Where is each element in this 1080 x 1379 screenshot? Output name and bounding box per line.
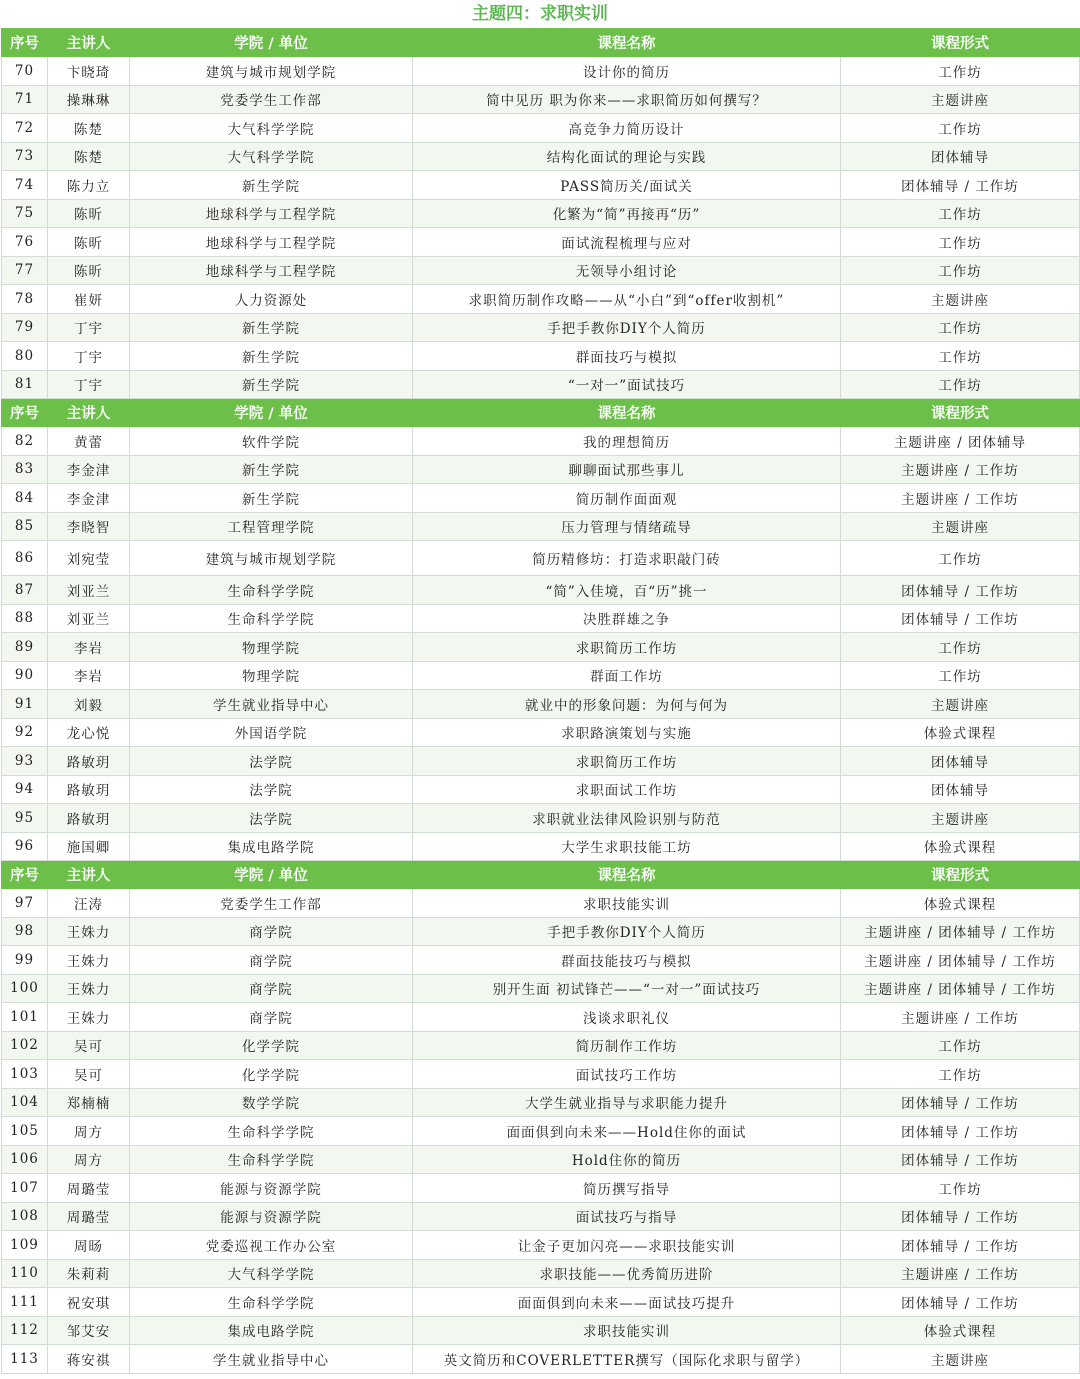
cell-department: 数学学院 bbox=[130, 1088, 413, 1117]
table-row bbox=[2, 576, 1080, 605]
cell-course-format: 主题讲座 / 工作坊 bbox=[841, 1259, 1080, 1288]
cell-course-name: 简历制作工作坊 bbox=[413, 1031, 841, 1060]
cell-lecturer: 陈楚 bbox=[48, 114, 130, 143]
cell-row-number: 91 bbox=[2, 690, 48, 719]
table-row bbox=[2, 114, 1080, 143]
header-department: 学院 / 单位 bbox=[130, 399, 413, 427]
cell-course-name: 求职面试工作坊 bbox=[413, 775, 841, 804]
cell-department: 大气科学学院 bbox=[130, 142, 413, 171]
cell-row-number: 111 bbox=[2, 1288, 48, 1317]
cell-course-format: 主题讲座 / 团体辅导 / 工作坊 bbox=[841, 917, 1080, 946]
cell-course-name: 手把手教你DIY个人简历 bbox=[413, 313, 841, 342]
cell-row-number: 99 bbox=[2, 946, 48, 975]
course-table bbox=[1, 28, 1080, 1374]
cell-lecturer: 周方 bbox=[48, 1117, 130, 1146]
cell-lecturer: 刘亚兰 bbox=[48, 576, 130, 605]
cell-department: 生命科学学院 bbox=[130, 576, 413, 605]
cell-row-number: 97 bbox=[2, 889, 48, 918]
cell-lecturer: 刘宛莹 bbox=[48, 541, 130, 576]
cell-department: 学生就业指导中心 bbox=[130, 1345, 413, 1374]
header-department: 学院 / 单位 bbox=[130, 861, 413, 889]
cell-department: 商学院 bbox=[130, 917, 413, 946]
cell-lecturer: 陈楚 bbox=[48, 142, 130, 171]
cell-course-name: 求职技能实训 bbox=[413, 1316, 841, 1345]
cell-course-format: 团体辅导 bbox=[841, 142, 1080, 171]
cell-row-number: 92 bbox=[2, 718, 48, 747]
cell-row-number: 71 bbox=[2, 85, 48, 114]
cell-row-number: 77 bbox=[2, 256, 48, 285]
table-row bbox=[2, 541, 1080, 576]
cell-course-name: 面面俱到向未来——面试技巧提升 bbox=[413, 1288, 841, 1317]
table-row bbox=[2, 1202, 1080, 1231]
table-row bbox=[2, 1003, 1080, 1032]
cell-course-name: 我的理想简历 bbox=[413, 427, 841, 456]
table-row bbox=[2, 661, 1080, 690]
cell-lecturer: 路敏玥 bbox=[48, 775, 130, 804]
cell-lecturer: 汪涛 bbox=[48, 889, 130, 918]
cell-course-format: 工作坊 bbox=[841, 1174, 1080, 1203]
cell-department: 党委巡视工作办公室 bbox=[130, 1231, 413, 1260]
cell-row-number: 108 bbox=[2, 1202, 48, 1231]
cell-lecturer: 吴可 bbox=[48, 1031, 130, 1060]
cell-course-format: 工作坊 bbox=[841, 1060, 1080, 1089]
cell-course-format: 工作坊 bbox=[841, 661, 1080, 690]
cell-row-number: 94 bbox=[2, 775, 48, 804]
cell-lecturer: 刘亚兰 bbox=[48, 604, 130, 633]
cell-course-format: 工作坊 bbox=[841, 114, 1080, 143]
cell-department: 物理学院 bbox=[130, 661, 413, 690]
table-row bbox=[2, 1031, 1080, 1060]
cell-row-number: 84 bbox=[2, 484, 48, 513]
table-row bbox=[2, 171, 1080, 200]
cell-row-number: 87 bbox=[2, 576, 48, 605]
cell-row-number: 106 bbox=[2, 1145, 48, 1174]
cell-course-format: 主题讲座 bbox=[841, 1345, 1080, 1374]
table-row bbox=[2, 484, 1080, 513]
table-row bbox=[2, 775, 1080, 804]
cell-course-name: 面试技巧工作坊 bbox=[413, 1060, 841, 1089]
cell-row-number: 78 bbox=[2, 285, 48, 314]
cell-course-name: 结构化面试的理论与实践 bbox=[413, 142, 841, 171]
cell-course-name: 英文简历和COVERLETTER撰写（国际化求职与留学） bbox=[413, 1345, 841, 1374]
cell-lecturer: 郑楠楠 bbox=[48, 1088, 130, 1117]
table-row bbox=[2, 256, 1080, 285]
cell-department: 大气科学学院 bbox=[130, 1259, 413, 1288]
cell-course-name: 大学生就业指导与求职能力提升 bbox=[413, 1088, 841, 1117]
cell-course-name: 让金子更加闪亮——求职技能实训 bbox=[413, 1231, 841, 1260]
cell-lecturer: 崔妍 bbox=[48, 285, 130, 314]
cell-lecturer: 周璐莹 bbox=[48, 1174, 130, 1203]
cell-department: 法学院 bbox=[130, 804, 413, 833]
table-row bbox=[2, 285, 1080, 314]
cell-course-format: 主题讲座 / 团体辅导 bbox=[841, 427, 1080, 456]
cell-course-format: 团体辅导 / 工作坊 bbox=[841, 1088, 1080, 1117]
cell-department: 地球科学与工程学院 bbox=[130, 256, 413, 285]
cell-course-format: 体验式课程 bbox=[841, 1316, 1080, 1345]
cell-course-name: 群面工作坊 bbox=[413, 661, 841, 690]
cell-row-number: 112 bbox=[2, 1316, 48, 1345]
cell-department: 人力资源处 bbox=[130, 285, 413, 314]
table-row bbox=[2, 370, 1080, 399]
header-lecturer: 主讲人 bbox=[48, 29, 130, 57]
table-row bbox=[2, 142, 1080, 171]
cell-department: 物理学院 bbox=[130, 633, 413, 662]
cell-lecturer: 王姝力 bbox=[48, 974, 130, 1003]
cell-lecturer: 路敏玥 bbox=[48, 747, 130, 776]
cell-row-number: 74 bbox=[2, 171, 48, 200]
cell-course-format: 工作坊 bbox=[841, 313, 1080, 342]
cell-lecturer: 陈昕 bbox=[48, 256, 130, 285]
cell-course-format: 团体辅导 / 工作坊 bbox=[841, 1117, 1080, 1146]
cell-course-format: 主题讲座 / 工作坊 bbox=[841, 455, 1080, 484]
header-lecturer: 主讲人 bbox=[48, 861, 130, 889]
cell-department: 生命科学学院 bbox=[130, 1288, 413, 1317]
cell-course-name: 求职就业法律风险识别与防范 bbox=[413, 804, 841, 833]
cell-course-name: 手把手教你DIY个人简历 bbox=[413, 917, 841, 946]
cell-row-number: 93 bbox=[2, 747, 48, 776]
cell-lecturer: 邹艾安 bbox=[48, 1316, 130, 1345]
cell-row-number: 90 bbox=[2, 661, 48, 690]
cell-row-number: 72 bbox=[2, 114, 48, 143]
header-row-number: 序号 bbox=[2, 399, 48, 427]
cell-course-format: 团体辅导 / 工作坊 bbox=[841, 1231, 1080, 1260]
cell-department: 新生学院 bbox=[130, 342, 413, 371]
cell-lecturer: 周方 bbox=[48, 1145, 130, 1174]
cell-course-name: 面面俱到向未来——Hold住你的面试 bbox=[413, 1117, 841, 1146]
cell-row-number: 100 bbox=[2, 974, 48, 1003]
cell-department: 法学院 bbox=[130, 747, 413, 776]
table-row bbox=[2, 1117, 1080, 1146]
cell-row-number: 109 bbox=[2, 1231, 48, 1260]
cell-row-number: 86 bbox=[2, 541, 48, 576]
table-row bbox=[2, 427, 1080, 456]
cell-row-number: 81 bbox=[2, 370, 48, 399]
cell-course-name: PASS简历关/面试关 bbox=[413, 171, 841, 200]
header-lecturer: 主讲人 bbox=[48, 399, 130, 427]
cell-course-name: 群面技巧与模拟 bbox=[413, 342, 841, 371]
cell-course-format: 团体辅导 / 工作坊 bbox=[841, 1145, 1080, 1174]
cell-row-number: 105 bbox=[2, 1117, 48, 1146]
table-row bbox=[2, 832, 1080, 861]
cell-lecturer: 李金津 bbox=[48, 455, 130, 484]
cell-course-format: 主题讲座 bbox=[841, 285, 1080, 314]
cell-lecturer: 黄蕾 bbox=[48, 427, 130, 456]
cell-row-number: 70 bbox=[2, 57, 48, 86]
cell-lecturer: 李岩 bbox=[48, 661, 130, 690]
cell-department: 建筑与城市规划学院 bbox=[130, 541, 413, 576]
cell-row-number: 83 bbox=[2, 455, 48, 484]
table-row bbox=[2, 85, 1080, 114]
cell-course-name: 求职简历制作攻略——从“小白”到“offer收割机” bbox=[413, 285, 841, 314]
cell-row-number: 113 bbox=[2, 1345, 48, 1374]
table-row bbox=[2, 1060, 1080, 1089]
cell-row-number: 85 bbox=[2, 512, 48, 541]
header-row bbox=[2, 861, 1080, 889]
table-row bbox=[2, 1145, 1080, 1174]
cell-department: 能源与资源学院 bbox=[130, 1174, 413, 1203]
cell-course-format: 团体辅导 bbox=[841, 747, 1080, 776]
cell-course-format: 团体辅导 bbox=[841, 775, 1080, 804]
cell-row-number: 101 bbox=[2, 1003, 48, 1032]
cell-lecturer: 周旸 bbox=[48, 1231, 130, 1260]
table-row bbox=[2, 1231, 1080, 1260]
cell-row-number: 104 bbox=[2, 1088, 48, 1117]
header-course-name: 课程名称 bbox=[413, 861, 841, 889]
cell-department: 化学学院 bbox=[130, 1031, 413, 1060]
cell-course-name: 大学生求职技能工坊 bbox=[413, 832, 841, 861]
cell-course-format: 工作坊 bbox=[841, 370, 1080, 399]
cell-course-name: 求职技能实训 bbox=[413, 889, 841, 918]
cell-course-format: 工作坊 bbox=[841, 228, 1080, 257]
table-row bbox=[2, 974, 1080, 1003]
table-row bbox=[2, 1316, 1080, 1345]
cell-lecturer: 吴可 bbox=[48, 1060, 130, 1089]
cell-course-format: 体验式课程 bbox=[841, 889, 1080, 918]
cell-department: 新生学院 bbox=[130, 455, 413, 484]
cell-row-number: 98 bbox=[2, 917, 48, 946]
cell-course-name: 化繁为“简”再接再“历” bbox=[413, 199, 841, 228]
cell-lecturer: 龙心悦 bbox=[48, 718, 130, 747]
cell-course-name: 设计你的简历 bbox=[413, 57, 841, 86]
cell-row-number: 89 bbox=[2, 633, 48, 662]
cell-course-format: 主题讲座 bbox=[841, 804, 1080, 833]
table-row bbox=[2, 455, 1080, 484]
cell-department: 能源与资源学院 bbox=[130, 1202, 413, 1231]
table-row bbox=[2, 57, 1080, 86]
cell-row-number: 76 bbox=[2, 228, 48, 257]
table-row bbox=[2, 199, 1080, 228]
table-row bbox=[2, 1288, 1080, 1317]
cell-course-format: 工作坊 bbox=[841, 256, 1080, 285]
cell-course-format: 体验式课程 bbox=[841, 718, 1080, 747]
cell-course-name: “简”入佳境，百“历”挑一 bbox=[413, 576, 841, 605]
cell-lecturer: 丁宇 bbox=[48, 370, 130, 399]
cell-row-number: 103 bbox=[2, 1060, 48, 1089]
cell-department: 党委学生工作部 bbox=[130, 85, 413, 114]
table-row bbox=[2, 512, 1080, 541]
cell-department: 大气科学学院 bbox=[130, 114, 413, 143]
header-row bbox=[2, 29, 1080, 57]
cell-department: 集成电路学院 bbox=[130, 1316, 413, 1345]
cell-course-format: 工作坊 bbox=[841, 1031, 1080, 1060]
table-row bbox=[2, 747, 1080, 776]
cell-course-name: 求职技能——优秀简历进阶 bbox=[413, 1259, 841, 1288]
table-row bbox=[2, 342, 1080, 371]
cell-department: 新生学院 bbox=[130, 171, 413, 200]
cell-course-name: 浅谈求职礼仪 bbox=[413, 1003, 841, 1032]
cell-course-format: 团体辅导 / 工作坊 bbox=[841, 171, 1080, 200]
cell-course-format: 团体辅导 / 工作坊 bbox=[841, 1202, 1080, 1231]
cell-course-name: 压力管理与情绪疏导 bbox=[413, 512, 841, 541]
cell-course-name: 简中见历 职为你来——求职简历如何撰写？ bbox=[413, 85, 841, 114]
header-row-number: 序号 bbox=[2, 861, 48, 889]
cell-department: 生命科学学院 bbox=[130, 1145, 413, 1174]
table-row bbox=[2, 1345, 1080, 1374]
page-title: 主题四：求职实训 bbox=[472, 4, 608, 24]
cell-row-number: 73 bbox=[2, 142, 48, 171]
cell-department: 学生就业指导中心 bbox=[130, 690, 413, 719]
cell-course-format: 工作坊 bbox=[841, 57, 1080, 86]
cell-row-number: 110 bbox=[2, 1259, 48, 1288]
cell-lecturer: 李金津 bbox=[48, 484, 130, 513]
cell-row-number: 80 bbox=[2, 342, 48, 371]
cell-course-format: 团体辅导 / 工作坊 bbox=[841, 1288, 1080, 1317]
header-course-format: 课程形式 bbox=[841, 29, 1080, 57]
cell-course-name: 面试技巧与指导 bbox=[413, 1202, 841, 1231]
cell-course-format: 工作坊 bbox=[841, 342, 1080, 371]
cell-row-number: 96 bbox=[2, 832, 48, 861]
cell-lecturer: 陈昕 bbox=[48, 228, 130, 257]
cell-course-name: 别开生面 初试锋芒——“一对一”面试技巧 bbox=[413, 974, 841, 1003]
table-row bbox=[2, 718, 1080, 747]
cell-department: 党委学生工作部 bbox=[130, 889, 413, 918]
cell-department: 外国语学院 bbox=[130, 718, 413, 747]
header-department: 学院 / 单位 bbox=[130, 29, 413, 57]
cell-course-format: 团体辅导 / 工作坊 bbox=[841, 576, 1080, 605]
cell-lecturer: 丁宇 bbox=[48, 313, 130, 342]
cell-lecturer: 李岩 bbox=[48, 633, 130, 662]
table-row bbox=[2, 917, 1080, 946]
cell-row-number: 95 bbox=[2, 804, 48, 833]
cell-department: 新生学院 bbox=[130, 370, 413, 399]
cell-course-format: 体验式课程 bbox=[841, 832, 1080, 861]
cell-course-name: 面试流程梳理与应对 bbox=[413, 228, 841, 257]
cell-course-format: 主题讲座 bbox=[841, 690, 1080, 719]
cell-course-name: 简历制作面面观 bbox=[413, 484, 841, 513]
table-row bbox=[2, 1259, 1080, 1288]
table-row bbox=[2, 889, 1080, 918]
cell-course-name: 简历精修坊：打造求职敲门砖 bbox=[413, 541, 841, 576]
table-row bbox=[2, 946, 1080, 975]
cell-lecturer: 李晓智 bbox=[48, 512, 130, 541]
cell-course-format: 主题讲座 / 团体辅导 / 工作坊 bbox=[841, 974, 1080, 1003]
cell-lecturer: 操琳琳 bbox=[48, 85, 130, 114]
cell-course-name: 决胜群雄之争 bbox=[413, 604, 841, 633]
cell-department: 法学院 bbox=[130, 775, 413, 804]
cell-department: 地球科学与工程学院 bbox=[130, 199, 413, 228]
cell-department: 工程管理学院 bbox=[130, 512, 413, 541]
cell-row-number: 75 bbox=[2, 199, 48, 228]
cell-course-format: 工作坊 bbox=[841, 199, 1080, 228]
cell-row-number: 82 bbox=[2, 427, 48, 456]
cell-course-name: 聊聊面试那些事儿 bbox=[413, 455, 841, 484]
table-row bbox=[2, 1174, 1080, 1203]
cell-course-name: 群面技能技巧与模拟 bbox=[413, 946, 841, 975]
cell-course-format: 主题讲座 bbox=[841, 512, 1080, 541]
cell-course-name: Hold住你的简历 bbox=[413, 1145, 841, 1174]
header-course-format: 课程形式 bbox=[841, 399, 1080, 427]
cell-lecturer: 陈昕 bbox=[48, 199, 130, 228]
cell-lecturer: 施国卿 bbox=[48, 832, 130, 861]
cell-department: 新生学院 bbox=[130, 313, 413, 342]
cell-department: 软件学院 bbox=[130, 427, 413, 456]
header-row-number: 序号 bbox=[2, 29, 48, 57]
cell-lecturer: 路敏玥 bbox=[48, 804, 130, 833]
cell-course-format: 主题讲座 / 工作坊 bbox=[841, 484, 1080, 513]
header-course-format: 课程形式 bbox=[841, 861, 1080, 889]
cell-course-name: 无领导小组讨论 bbox=[413, 256, 841, 285]
table-row bbox=[2, 228, 1080, 257]
header-row bbox=[2, 399, 1080, 427]
cell-lecturer: 丁宇 bbox=[48, 342, 130, 371]
cell-lecturer: 周璐莹 bbox=[48, 1202, 130, 1231]
cell-row-number: 107 bbox=[2, 1174, 48, 1203]
table-row bbox=[2, 690, 1080, 719]
cell-department: 商学院 bbox=[130, 974, 413, 1003]
cell-row-number: 79 bbox=[2, 313, 48, 342]
cell-department: 新生学院 bbox=[130, 484, 413, 513]
cell-course-name: 就业中的形象问题：为何与何为 bbox=[413, 690, 841, 719]
cell-department: 化学学院 bbox=[130, 1060, 413, 1089]
cell-course-name: 简历撰写指导 bbox=[413, 1174, 841, 1203]
cell-lecturer: 王姝力 bbox=[48, 946, 130, 975]
cell-course-name: 高竞争力简历设计 bbox=[413, 114, 841, 143]
cell-course-name: 求职路演策划与实施 bbox=[413, 718, 841, 747]
cell-course-format: 工作坊 bbox=[841, 541, 1080, 576]
cell-lecturer: 王姝力 bbox=[48, 1003, 130, 1032]
cell-department: 生命科学学院 bbox=[130, 1117, 413, 1146]
cell-lecturer: 陈力立 bbox=[48, 171, 130, 200]
cell-department: 地球科学与工程学院 bbox=[130, 228, 413, 257]
cell-lecturer: 王姝力 bbox=[48, 917, 130, 946]
cell-course-format: 主题讲座 / 工作坊 bbox=[841, 1003, 1080, 1032]
cell-course-name: 求职简历工作坊 bbox=[413, 633, 841, 662]
header-course-name: 课程名称 bbox=[413, 399, 841, 427]
cell-course-format: 主题讲座 bbox=[841, 85, 1080, 114]
cell-department: 商学院 bbox=[130, 1003, 413, 1032]
cell-course-format: 主题讲座 / 团体辅导 / 工作坊 bbox=[841, 946, 1080, 975]
table-row bbox=[2, 313, 1080, 342]
cell-lecturer: 蒋安祺 bbox=[48, 1345, 130, 1374]
table-row bbox=[2, 804, 1080, 833]
cell-row-number: 88 bbox=[2, 604, 48, 633]
cell-lecturer: 祝安琪 bbox=[48, 1288, 130, 1317]
cell-course-name: “一对一”面试技巧 bbox=[413, 370, 841, 399]
table-row bbox=[2, 1088, 1080, 1117]
cell-course-format: 团体辅导 / 工作坊 bbox=[841, 604, 1080, 633]
cell-row-number: 102 bbox=[2, 1031, 48, 1060]
cell-department: 生命科学学院 bbox=[130, 604, 413, 633]
cell-course-format: 工作坊 bbox=[841, 633, 1080, 662]
cell-lecturer: 朱莉莉 bbox=[48, 1259, 130, 1288]
cell-lecturer: 刘毅 bbox=[48, 690, 130, 719]
header-course-name: 课程名称 bbox=[413, 29, 841, 57]
table-row bbox=[2, 633, 1080, 662]
table-row bbox=[2, 604, 1080, 633]
cell-lecturer: 卞晓琦 bbox=[48, 57, 130, 86]
cell-department: 建筑与城市规划学院 bbox=[130, 57, 413, 86]
cell-department: 商学院 bbox=[130, 946, 413, 975]
cell-department: 集成电路学院 bbox=[130, 832, 413, 861]
cell-course-name: 求职简历工作坊 bbox=[413, 747, 841, 776]
